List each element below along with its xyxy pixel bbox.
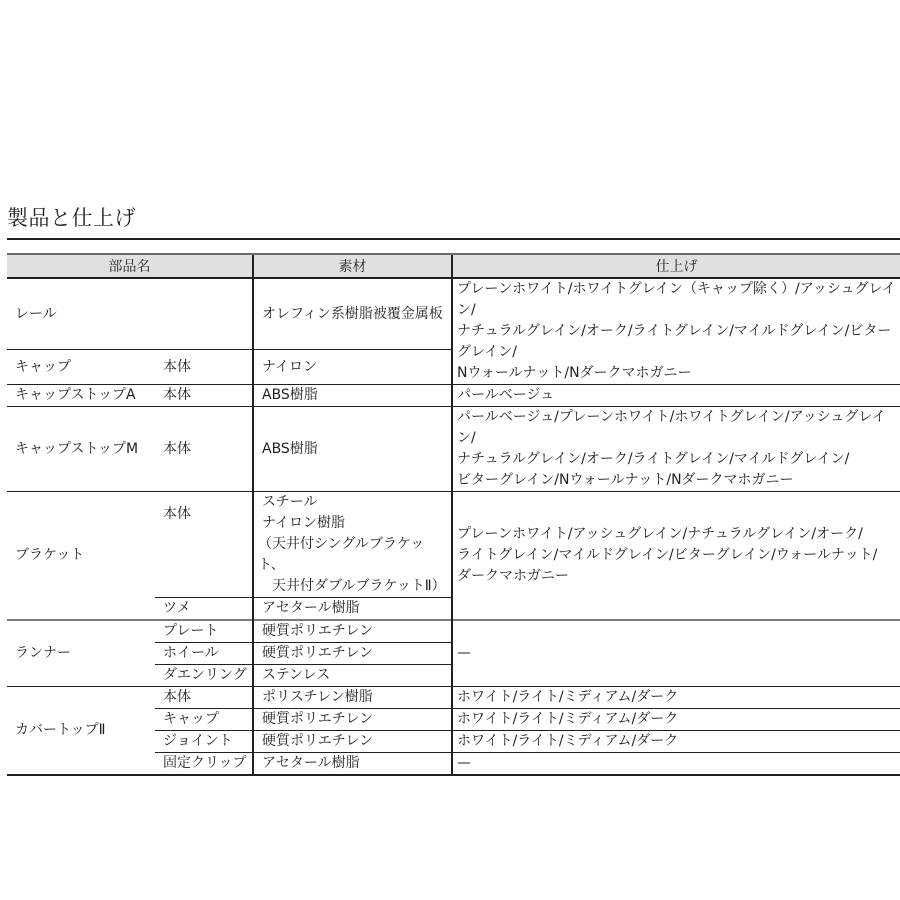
header-finish: 仕上げ: [452, 254, 900, 278]
material: 硬質ポリエチレン: [253, 643, 452, 665]
table-row: [7, 687, 900, 709]
sub-part: ジョイント: [155, 731, 253, 753]
title-rule: [7, 238, 900, 240]
material: ポリスチレン樹脂: [253, 687, 452, 709]
sub-part: 本体: [155, 407, 253, 492]
sub-part: 固定クリップ: [155, 753, 253, 776]
sub-part: 本体: [155, 350, 253, 385]
material: スチール ナイロン樹脂 （天井付シングルブラケット、 天井付ダブルブラケットⅡ）: [253, 492, 452, 598]
table-row: [7, 278, 900, 350]
finish: ホワイト/ライト/ミディアム/ダーク: [452, 687, 900, 709]
products-table: [7, 253, 900, 776]
finish: パールベージュ: [452, 385, 900, 407]
material: ステンレス: [253, 665, 452, 687]
finish: パールベージュ/プレーンホワイト/ホワイトグレイン/アッシュグレイン/ ナチュラルグレイン/オーク/ライトグレイン/マイルドグレイン/ ビターグレイン/Nウォールナット/Nダークマホガニー: [452, 407, 900, 492]
table-row: [7, 407, 900, 492]
sub-part: 本体: [155, 385, 253, 407]
finish: プレーンホワイト/アッシュグレイン/ナチュラルグレイン/オーク/ ライトグレイン/マイルドグレイン/ビターグレイン/ウォールナット/ ダークマホガニー: [452, 492, 900, 621]
material: ABS樹脂: [253, 407, 452, 492]
part-name: キャップ: [7, 350, 155, 385]
table-row: [7, 385, 900, 407]
sub-part: 本体: [155, 687, 253, 709]
material: ABS樹脂: [253, 385, 452, 407]
material: ナイロン: [253, 350, 452, 385]
part-name: ブラケット: [7, 492, 155, 621]
material: アセタール樹脂: [253, 598, 452, 621]
header-part: 部品名: [7, 254, 253, 278]
page-title: 製品と仕上げ: [7, 206, 136, 230]
header-material: 素材: [253, 254, 452, 278]
sub-part: キャップ: [155, 709, 253, 731]
finish: プレーンホワイト/ホワイトグレイン（キャップ除く）/アッシュグレイン/ ナチュラルグレイン/オーク/ライトグレイン/マイルドグレイン/ビターグレイン/ Nウォールナット/Nダークマホガニー: [452, 278, 900, 385]
finish: ホワイト/ライト/ミディアム/ダーク: [452, 709, 900, 731]
part-name: キャップストップM: [7, 407, 155, 492]
sub-part: プレート: [155, 620, 253, 643]
sub-part: ホイール: [155, 643, 253, 665]
material: 硬質ポリエチレン: [253, 709, 452, 731]
part-name: レール: [15, 305, 57, 322]
table-row: [7, 492, 900, 598]
finish: ホワイト/ライト/ミディアム/ダーク: [452, 731, 900, 753]
material: 硬質ポリエチレン: [253, 620, 452, 643]
material: 硬質ポリエチレン: [253, 731, 452, 753]
sub-part: ツメ: [155, 598, 253, 621]
sub-part: ダエンリング: [155, 665, 253, 687]
part-name: キャップストップA: [7, 385, 155, 407]
table-header: [7, 254, 900, 278]
part-name: カバートップⅡ: [7, 687, 155, 776]
material: アセタール樹脂: [253, 753, 452, 776]
table-row: [7, 620, 900, 643]
finish: —: [452, 620, 900, 687]
part-name: ランナー: [7, 620, 155, 687]
finish: —: [452, 753, 900, 776]
sub-part: 本体: [155, 492, 253, 598]
material: オレフィン系樹脂被覆金属板: [253, 278, 452, 350]
